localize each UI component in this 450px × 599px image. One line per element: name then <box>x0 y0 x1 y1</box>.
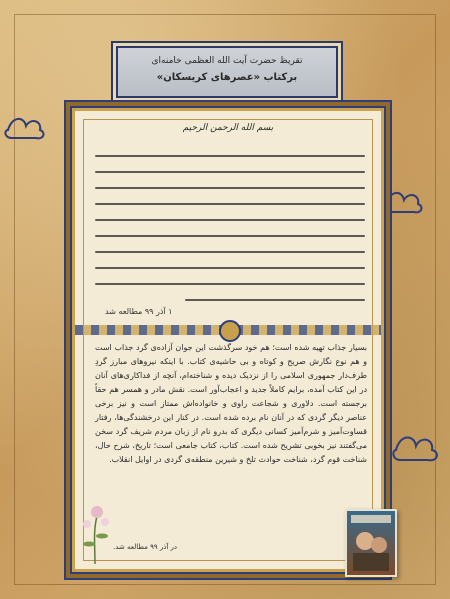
handwritten-letter <box>95 141 365 321</box>
handwriting-line <box>95 267 365 269</box>
handwriting-line <box>185 299 365 301</box>
flower-illustration <box>75 496 115 566</box>
transcription-paragraph: بسیار جذاب تهیه شده است؛ هم خود سرگذشت این جوان آزاده‌ی گرد جذاب است و هم نوع نگارش صریح و کوتاه و بی حاشیه‌ی کتاب. با اینکه نیروهای مبارز گردِ طرف‌دار جمهوری اسلامی را از نزدیک دیده و شناخته‌ام، آنچه از فداکاری‌های آنان در این کتاب آمده، برایم کاملاً جدید و اعجاب‌آور است. نقش مادر و همسر هم حقاً برجسته است. دلاوری و شجاعت راوی و خانواده‌اش ممتاز است و نیز برخی عناصر دیگر گردی که در آنان نام برده شده است. در کنار این درخشندگی‌ها، رفتار قساوت‌آمیز و شرم‌آمیز کسانی دیگری که بدرو نام از زبان مردم شریف گرد سخن می‌گفتند نیز بخوبی تشریح شده است. کتاب، کتاب جامعی است؛ تاریخ، شرح حال، شناخت قوم گرد، شناخت حوادث تلخ و شیرین منطقه‌ی گردی در اوایل انقلاب. <box>95 343 367 464</box>
handwriting-line <box>95 203 365 205</box>
letter-card <box>72 108 384 572</box>
handwriting-line <box>95 219 365 221</box>
handwriting-line <box>95 155 365 157</box>
title-line-1: تقریظ حضرت آیت الله العظمی خامنه‌ای <box>151 56 303 66</box>
title-line-2: برکتاب «عصرهای کریسکان» <box>156 72 298 83</box>
handwriting-line <box>95 251 365 253</box>
handwritten-basmala: بسم الله الرحمن الرحیم <box>182 123 274 133</box>
handwriting-line <box>95 171 365 173</box>
transcription-date: در آذر ۹۹ مطالعه شد. <box>113 543 178 551</box>
book-cover-image <box>345 509 397 577</box>
handwriting-line <box>95 235 365 237</box>
handwritten-date: ۱ آذر ۹۹ مطالعه شد <box>105 307 173 316</box>
divider-medallion <box>219 320 241 342</box>
cloud-ornament-left <box>4 112 48 142</box>
cloud-ornament-top-right <box>382 186 426 216</box>
cloud-ornament-right <box>392 430 442 464</box>
handwriting-line <box>95 283 365 285</box>
handwriting-line <box>95 187 365 189</box>
book-cover-illustration <box>347 511 395 575</box>
title-panel <box>116 46 338 98</box>
